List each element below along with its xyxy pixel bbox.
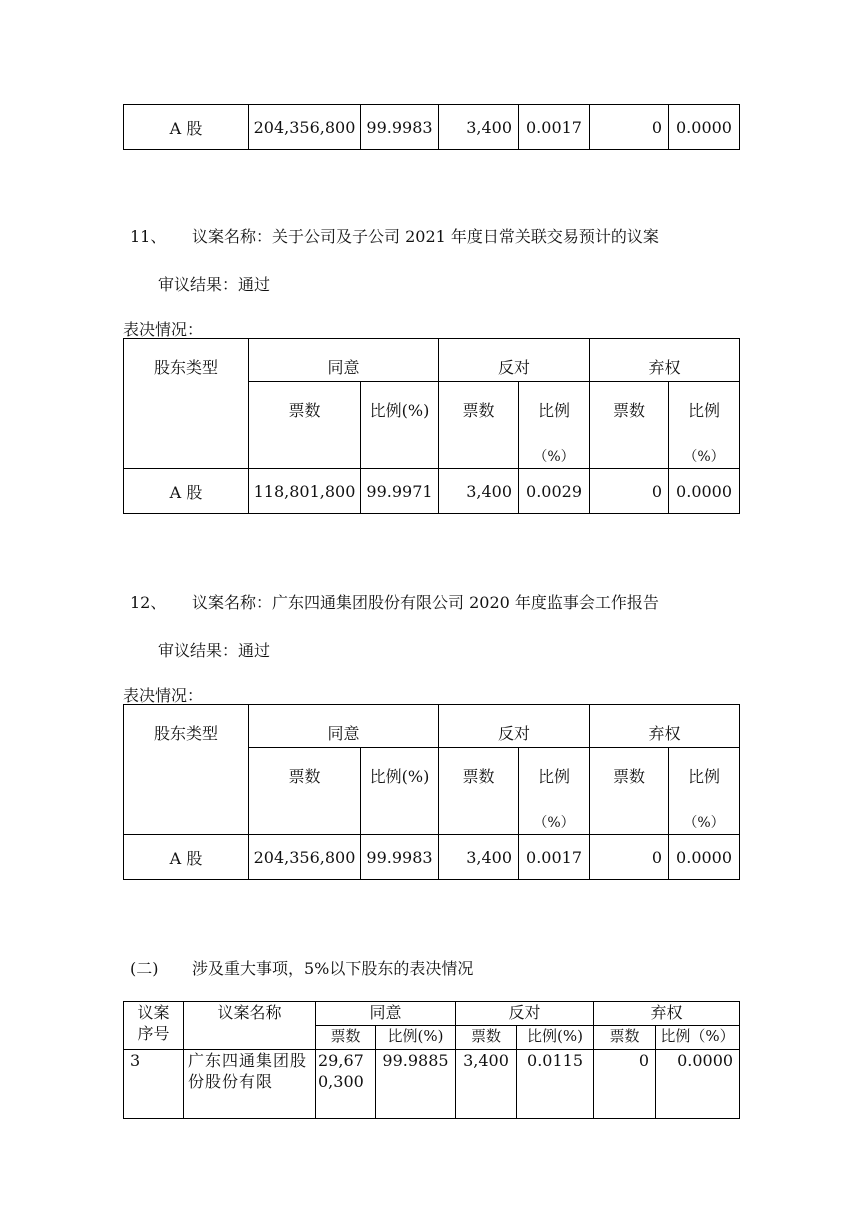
pct-label: 比例 — [688, 767, 721, 786]
table-row — [124, 105, 740, 150]
oppose-votes: 3,400 — [439, 469, 519, 514]
item-number: 12、 — [130, 593, 167, 612]
abstain-votes: 0 — [594, 1050, 656, 1119]
table-row — [124, 1050, 740, 1119]
agree-votes: 29,67 0,300 — [316, 1050, 376, 1119]
abstain-votes: 0 — [590, 105, 669, 150]
item-title: 议案名称：关于公司及子公司 2021 年度日常关联交易预计的议案 — [192, 227, 659, 246]
col-abstain: 弃权 — [590, 339, 740, 382]
shareholder-type: A 股 — [124, 469, 249, 514]
oppose-pct: 0.0029 — [519, 469, 590, 514]
vote-table-item-11 — [123, 338, 740, 514]
agree-pct: 99.9971 — [361, 469, 439, 514]
agree-votes: 118,801,800 — [249, 469, 361, 514]
item-name: 广东四通集团股份股份有限 — [184, 1050, 316, 1119]
col-abstain-votes: 票数 — [590, 382, 669, 469]
abstain-pct: 0.0000 — [656, 1050, 740, 1119]
oppose-votes: 3,400 — [456, 1050, 517, 1119]
item-12-table-title: 表决情况： — [123, 686, 204, 705]
col-shareholder-type: 股东类型 — [124, 339, 249, 469]
pct-label: 比例 — [688, 401, 721, 420]
col-agree-votes: 票数 — [249, 382, 361, 469]
oppose-pct: 0.0017 — [519, 105, 590, 150]
col-abstain-votes: 票数 — [590, 748, 669, 835]
oppose-pct: 0.0115 — [517, 1050, 594, 1119]
shareholder-type: A 股 — [124, 835, 249, 880]
col-agree: 同意 — [249, 705, 439, 748]
section-title: 涉及重大事项，5%以下股东的表决情况 — [192, 959, 474, 978]
col-oppose-pct — [519, 748, 590, 835]
abstain-votes: 0 — [590, 835, 669, 880]
table-row — [124, 835, 740, 880]
col-agree: 同意 — [249, 339, 439, 382]
col-oppose-votes: 票数 — [439, 748, 519, 835]
col-oppose: 反对 — [439, 705, 590, 748]
abstain-pct: 0.0000 — [669, 835, 740, 880]
col-oppose-pct: 比例(%) — [517, 1026, 594, 1050]
pct-unit: （%） — [683, 449, 725, 465]
item-title: 议案名称：广东四通集团股份有限公司 2020 年度监事会工作报告 — [192, 593, 659, 612]
item-11-result: 审议结果：通过 — [158, 275, 271, 294]
col-shareholder-type: 股东类型 — [124, 705, 249, 835]
oppose-votes: 3,400 — [439, 835, 519, 880]
section-2-heading — [130, 956, 473, 979]
col-agree-votes: 票数 — [316, 1026, 376, 1050]
section-number: (二) — [130, 959, 159, 978]
col-agree-pct: 比例(%) — [376, 1026, 456, 1050]
item-12-result: 审议结果：通过 — [158, 641, 271, 660]
col-agree-pct: 比例(%) — [361, 748, 439, 835]
agree-pct: 99.9983 — [361, 835, 439, 880]
abstain-pct: 0.0000 — [669, 105, 740, 150]
col-abstain-pct — [669, 748, 740, 835]
col-agree-pct: 比例(%) — [361, 382, 439, 469]
col-abstain: 弃权 — [594, 1002, 740, 1026]
shareholder-type: A 股 — [124, 105, 249, 150]
header-row — [124, 1002, 740, 1026]
table-row — [124, 469, 740, 514]
col-abstain-pct — [669, 382, 740, 469]
pct-unit: （%） — [533, 815, 575, 831]
vote-table-item-12 — [123, 704, 740, 880]
col-seq: 议案 序号 — [124, 1002, 184, 1050]
col-abstain-pct: 比例（%） — [656, 1026, 740, 1050]
item-seq: 3 — [124, 1050, 184, 1119]
col-oppose: 反对 — [439, 339, 590, 382]
header-row — [124, 705, 740, 748]
oppose-votes: 3,400 — [439, 105, 519, 150]
col-oppose-votes: 票数 — [439, 382, 519, 469]
agree-pct: 99.9885 — [376, 1050, 456, 1119]
col-agree-votes: 票数 — [249, 748, 361, 835]
pct-unit: （%） — [683, 815, 725, 831]
abstain-votes: 0 — [590, 469, 669, 514]
agree-votes: 204,356,800 — [249, 835, 361, 880]
item-12-heading — [130, 590, 659, 613]
agree-votes: 204,356,800 — [249, 105, 361, 150]
vote-table-continued — [123, 104, 740, 150]
col-agree: 同意 — [316, 1002, 456, 1026]
item-11-table-title: 表决情况： — [123, 320, 204, 339]
col-oppose: 反对 — [456, 1002, 594, 1026]
col-abstain: 弃权 — [590, 705, 740, 748]
pct-unit: （%） — [533, 449, 575, 465]
col-name: 议案名称 — [184, 1002, 316, 1050]
col-oppose-pct — [519, 382, 590, 469]
header-row — [124, 339, 740, 382]
item-number: 11、 — [130, 227, 167, 246]
pct-label: 比例 — [538, 401, 571, 420]
oppose-pct: 0.0017 — [519, 835, 590, 880]
minority-vote-table — [123, 1001, 740, 1119]
abstain-pct: 0.0000 — [669, 469, 740, 514]
col-abstain-votes: 票数 — [594, 1026, 656, 1050]
agree-pct: 99.9983 — [361, 105, 439, 150]
pct-label: 比例 — [538, 767, 571, 786]
col-oppose-votes: 票数 — [456, 1026, 517, 1050]
item-11-heading — [130, 224, 659, 247]
